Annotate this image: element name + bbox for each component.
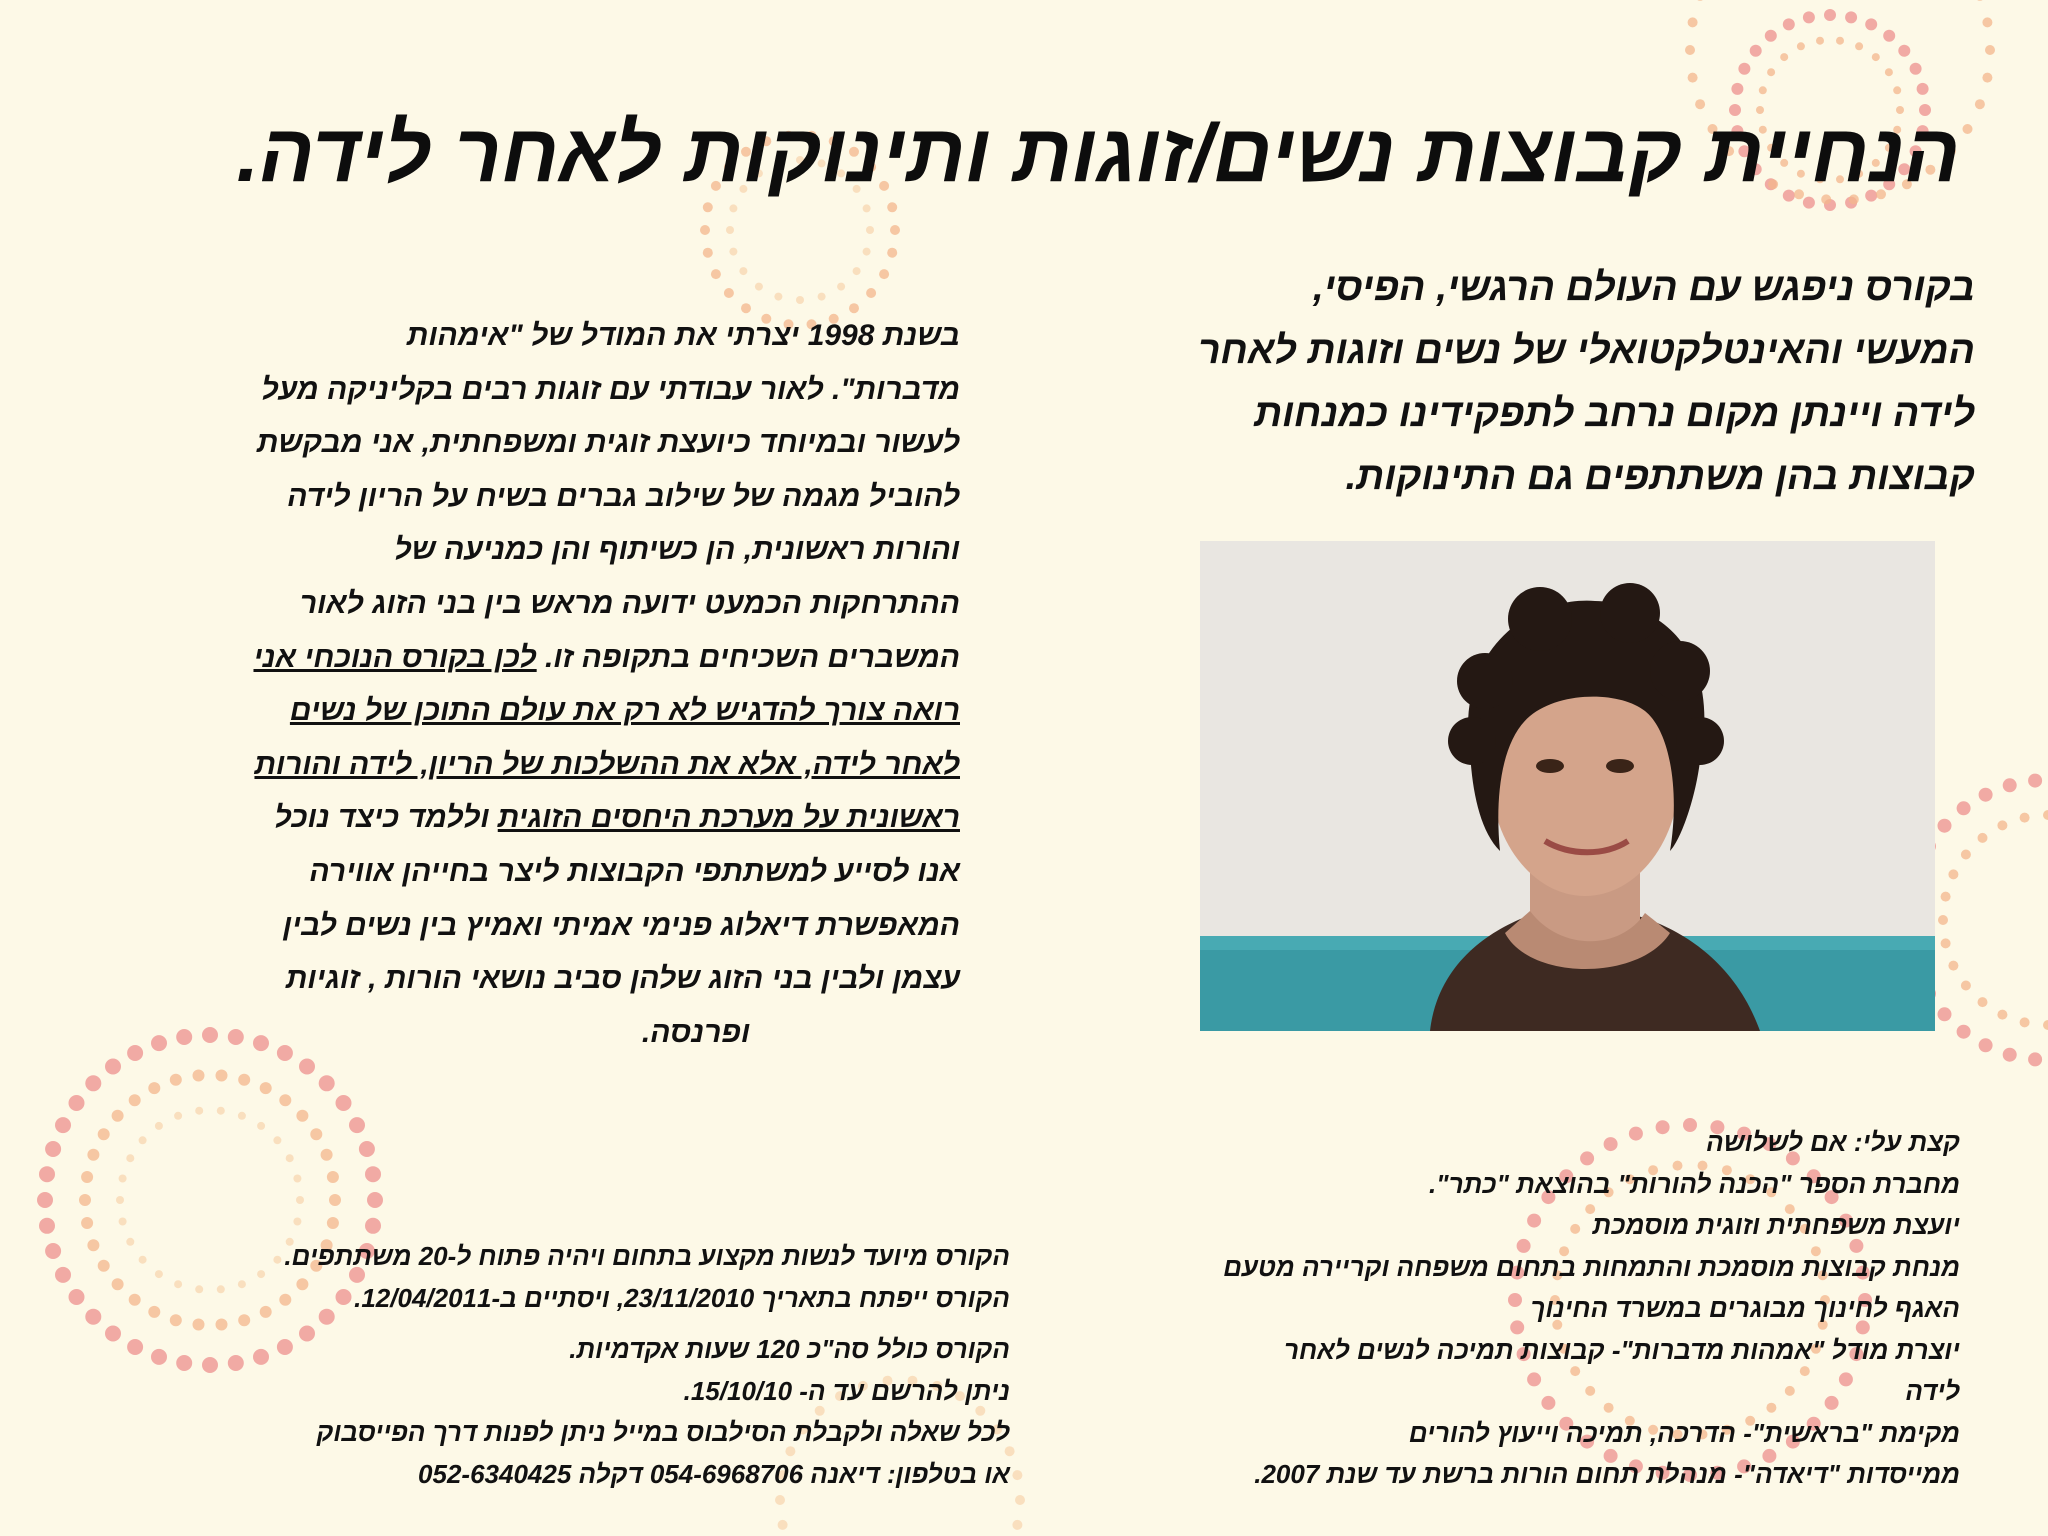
decor-dot	[739, 267, 747, 275]
decor-dot	[818, 293, 826, 301]
about-line: מנחת קבוצות מוסמכת והתמחות בתחום משפחה וקריירה מטעם	[1223, 1251, 1960, 1282]
decor-dot	[327, 1217, 339, 1229]
story-line: עצמן ולבין בני הזוג שלהן סביב נושאי הורות , זוגיות	[285, 962, 960, 996]
about-line: קצת עלי: אם לשלושה	[1706, 1127, 1960, 1157]
decor-dot	[319, 1075, 335, 1091]
contact-info: לכל שאלה ולקבלת הסילבוס במייל ניתן לפנות דרך הפייסבוק	[316, 1417, 1010, 1447]
decor-dot	[879, 269, 889, 279]
decor-dot	[1938, 1007, 1952, 1021]
decor-dot	[1893, 86, 1901, 94]
story-line: אנו לסייע למשתתפי הקבוצות ליצר בחייהן אווירה	[309, 854, 960, 888]
decor-dot	[116, 1196, 124, 1204]
decor-dot	[1985, 45, 1995, 55]
decor-dot	[81, 1217, 93, 1229]
decor-dot	[2020, 813, 2030, 823]
decor-dot	[1012, 1520, 1022, 1530]
decor-dot	[2043, 1020, 2048, 1030]
decor-dot	[1824, 9, 1836, 21]
decor-dot	[1917, 83, 1929, 95]
decor-dot	[1885, 68, 1893, 76]
decor-dot	[55, 1267, 71, 1283]
decor-dot	[1836, 37, 1844, 45]
decor-dot	[1872, 53, 1880, 61]
decor-dot	[1938, 915, 1948, 925]
decor-dot	[887, 248, 897, 258]
decor-dot	[327, 1171, 339, 1183]
story-line: המאפשרת דיאלוג פנימי אמיתי ואמיץ בין נשים לבין	[282, 908, 960, 942]
story-emphasis-line: רואה צורך להדגיש לא רק את עולם התוכן של נשים	[289, 694, 960, 728]
story-line: בשנת 1998 יצרתי את המודל של "אימהות	[406, 319, 960, 352]
decor-dot	[85, 1309, 101, 1325]
decor-dot	[39, 1166, 55, 1182]
decor-dot	[238, 1112, 246, 1120]
decor-dot	[1979, 1038, 1993, 1052]
decor-dot	[260, 1082, 272, 1094]
decor-dot	[217, 1107, 225, 1115]
decor-dot	[1738, 63, 1750, 75]
decor-dot	[1975, 99, 1985, 109]
decor-dot	[1688, 17, 1698, 27]
intro-line: בקורס ניפגש עם העולם הרגשי, הפיסי,	[1312, 266, 1975, 309]
decor-dot	[299, 1059, 315, 1075]
story-emphasis-line: לאחר לידה, אלא את ההשלכות של הריון, לידה והורות	[254, 747, 960, 781]
decor-dot	[273, 1136, 281, 1144]
decor-dot	[148, 1082, 160, 1094]
decor-dot	[216, 1070, 228, 1082]
about-line: מקימת "בראשית"- הדרכה, תמיכה וייעוץ להורים	[1408, 1417, 1960, 1448]
decor-dot	[1797, 42, 1805, 50]
decor-dot	[119, 1175, 127, 1183]
model-description	[96, 309, 960, 1059]
decor-dot	[1012, 1470, 1022, 1480]
decor-dot	[1910, 63, 1922, 75]
story-line: ופרנסה.	[641, 1015, 750, 1049]
decor-dot	[1015, 1495, 1025, 1505]
decor-dot	[105, 1326, 121, 1342]
decor-dot	[775, 1495, 785, 1505]
decor-dot	[1767, 68, 1775, 76]
decor-dot	[79, 1194, 91, 1206]
decor-dot	[1731, 83, 1743, 95]
decor-dot	[257, 1122, 265, 1130]
story-line: להוביל מגמה של שילוב גברים בשיח על הריון לידה	[287, 479, 960, 513]
decor-dot	[81, 1171, 93, 1183]
decor-dot	[1938, 819, 1952, 833]
decor-dot	[321, 1149, 333, 1161]
about-line: יועצת משפחתית וזוגית מוסמכת	[1592, 1210, 1960, 1240]
story-line	[96, 791, 960, 845]
story-line: והורות ראשונית, הן כשיתוף והן כמניעה של	[394, 533, 960, 567]
decor-dot	[98, 1260, 110, 1272]
decor-dot	[1780, 53, 1788, 61]
story-line: לעשור ובמיוחד כיועצת זוגית ומשפחתית, אני מבקשת	[256, 426, 960, 460]
decor-dot	[1961, 850, 1971, 860]
course-audience: הקורס מיועד לנשות מקצוע בתחום ויהיה פתוח ל-20 משתתפים.	[284, 1241, 1010, 1271]
decor-dot	[2028, 1052, 2042, 1066]
decor-dot	[1750, 45, 1762, 57]
decor-dot	[279, 1094, 291, 1106]
decor-dot	[2003, 1048, 2017, 1062]
story-line: מדברות". לאור עבודתי עם זוגות רבים בקליניקה מעל	[261, 372, 960, 406]
decor-dot	[37, 1192, 53, 1208]
intro-line: קבוצות בהן משתתפים גם התינוקות.	[1345, 455, 1975, 498]
decor-dot	[1783, 18, 1795, 30]
story-text: המשברים השכיחים בתקופה זו.	[536, 640, 960, 674]
decor-dot	[119, 1218, 127, 1226]
decor-dot	[1948, 869, 1958, 879]
page-title: הנחיית קבוצות נשים/זוגות ותינוקות לאחר לידה.	[236, 108, 1960, 199]
decor-dot	[2003, 778, 2017, 792]
decor-dot	[139, 1136, 147, 1144]
about-line: האגף לחינוך מבוגרים במשרד החינוך	[1530, 1293, 1960, 1323]
decor-dot	[367, 1192, 383, 1208]
decor-dot	[365, 1218, 381, 1234]
decor-dot	[45, 1243, 61, 1259]
decor-dot	[39, 1218, 55, 1234]
story-line: ההתרחקות הכמעט ידועה מראש בין בני הזוג לאור	[299, 586, 960, 620]
story-line	[96, 631, 960, 685]
decor-dot	[85, 1075, 101, 1091]
decor-dot	[726, 226, 734, 234]
about-line: יוצרת מודל "אמהות מדברות"- קבוצות תמיכה לנשים לאחר	[1283, 1334, 1960, 1365]
decor-dot	[837, 283, 845, 291]
decor-dot	[45, 1141, 61, 1157]
decor-dot	[796, 296, 804, 304]
decor-dot	[863, 204, 871, 212]
decor-dot	[155, 1122, 163, 1130]
decor-dot	[69, 1095, 85, 1111]
decor-dot	[1883, 30, 1895, 42]
decor-dot	[1963, 124, 1973, 134]
decor-dot	[112, 1278, 124, 1290]
decor-dot	[890, 225, 900, 235]
course-details	[130, 1236, 1010, 1495]
decor-dot	[296, 1196, 304, 1204]
about-facilitator	[1080, 1122, 1960, 1496]
decor-dot	[296, 1110, 308, 1122]
decor-dot	[365, 1166, 381, 1182]
decor-dot	[1979, 788, 1993, 802]
story-text: וללמד כיצד נוכל	[274, 801, 498, 835]
story-emphasis: לכן בקורס הנוכחי אני	[253, 640, 537, 674]
decor-dot	[310, 1128, 322, 1140]
decor-dot	[853, 267, 861, 275]
decor-dot	[1978, 833, 1988, 843]
decor-dot	[1855, 42, 1863, 50]
decor-dot	[286, 1154, 294, 1162]
decor-dot	[755, 283, 763, 291]
decor-dot	[2028, 774, 2042, 788]
decor-dot	[1688, 73, 1698, 83]
decor-dot	[866, 288, 876, 298]
decor-dot	[724, 288, 734, 298]
decor-dot	[1765, 30, 1777, 42]
decor-dot	[1695, 0, 1705, 1]
decor-dot	[129, 1094, 141, 1106]
decor-dot	[729, 204, 737, 212]
decor-dot	[700, 225, 710, 235]
facilitator-photo	[1200, 541, 1935, 1031]
about-line: מחברת הספר "הכנה להורות" בהוצאת "כתר".	[1429, 1168, 1960, 1199]
decor-dot	[193, 1070, 205, 1082]
decor-dot	[1961, 981, 1971, 991]
decor-dot	[863, 248, 871, 256]
decor-dot	[1803, 11, 1815, 23]
decor-dot	[87, 1149, 99, 1161]
decor-dot	[174, 1112, 182, 1120]
decor-dot	[1975, 0, 1985, 1]
decor-dot	[1997, 820, 2007, 830]
decor-dot	[1898, 45, 1910, 57]
decor-dot	[711, 269, 721, 279]
decor-dot	[1978, 997, 1988, 1007]
decor-dot	[703, 248, 713, 258]
course-intro	[1030, 256, 1975, 508]
decor-dot	[329, 1194, 341, 1206]
decor-dot	[1865, 18, 1877, 30]
decor-dot	[1982, 17, 1992, 27]
decor-dot	[112, 1110, 124, 1122]
portrait-image	[1200, 541, 1935, 1031]
story-emphasis: ראשונית על מערכת היחסים הזוגית	[497, 801, 960, 835]
decor-dot	[1816, 37, 1824, 45]
course-hours: הקורס כולל סה"כ 120 שעות אקדמיות.	[569, 1334, 1010, 1364]
decor-dot	[1982, 73, 1992, 83]
intro-line: לידה ויינתן מקום נרחב לתפקידינו כמנחות	[1254, 392, 1975, 435]
decor-dot	[1948, 961, 1958, 971]
intro-line: המעשי והאינטלקטואלי של נשים וזוגות לאחר	[1198, 329, 1975, 372]
about-line: ממייסדות "דיאדה"- מנהלת תחום הורות ברשת עד שנת 2007.	[1254, 1459, 1960, 1489]
decor-dot	[55, 1117, 71, 1133]
decor-dot	[1957, 801, 1971, 815]
decor-dot	[1685, 45, 1695, 55]
decor-dot	[336, 1095, 352, 1111]
decor-dot	[1941, 892, 1951, 902]
decor-dot	[349, 1117, 365, 1133]
decor-dot	[195, 1107, 203, 1115]
decor-dot	[778, 1520, 788, 1530]
decor-dot	[2043, 810, 2048, 820]
decor-dot	[69, 1289, 85, 1305]
decor-dot	[105, 1059, 121, 1075]
decor-dot	[126, 1154, 134, 1162]
decor-dot	[2020, 1017, 2030, 1027]
contact-phones: או בטלפון: דיאנה 054-6968706 דקלה 052-6340425	[418, 1458, 1010, 1489]
decor-dot	[1941, 938, 1951, 948]
decor-dot	[170, 1074, 182, 1086]
decor-dot	[774, 293, 782, 301]
decor-dot	[1759, 86, 1767, 94]
decor-dot	[1997, 1010, 2007, 1020]
decor-dot	[87, 1239, 99, 1251]
decor-dot	[1845, 11, 1857, 23]
decor-dot	[238, 1074, 250, 1086]
decor-dot	[866, 226, 874, 234]
decor-dot	[293, 1175, 301, 1183]
decor-dot	[98, 1128, 110, 1140]
course-dates: הקורס ייפתח בתאריך 23/11/2010, ויסתיים ב-12/04/2011.	[354, 1282, 1010, 1313]
decor-dot	[729, 248, 737, 256]
about-line: לידה	[1905, 1376, 1960, 1406]
decor-dot	[359, 1141, 375, 1157]
decor-dot	[293, 1218, 301, 1226]
registration-deadline: ניתן להרשם עד ה- 15/10/10.	[683, 1375, 1010, 1406]
decor-dot	[1957, 1025, 1971, 1039]
